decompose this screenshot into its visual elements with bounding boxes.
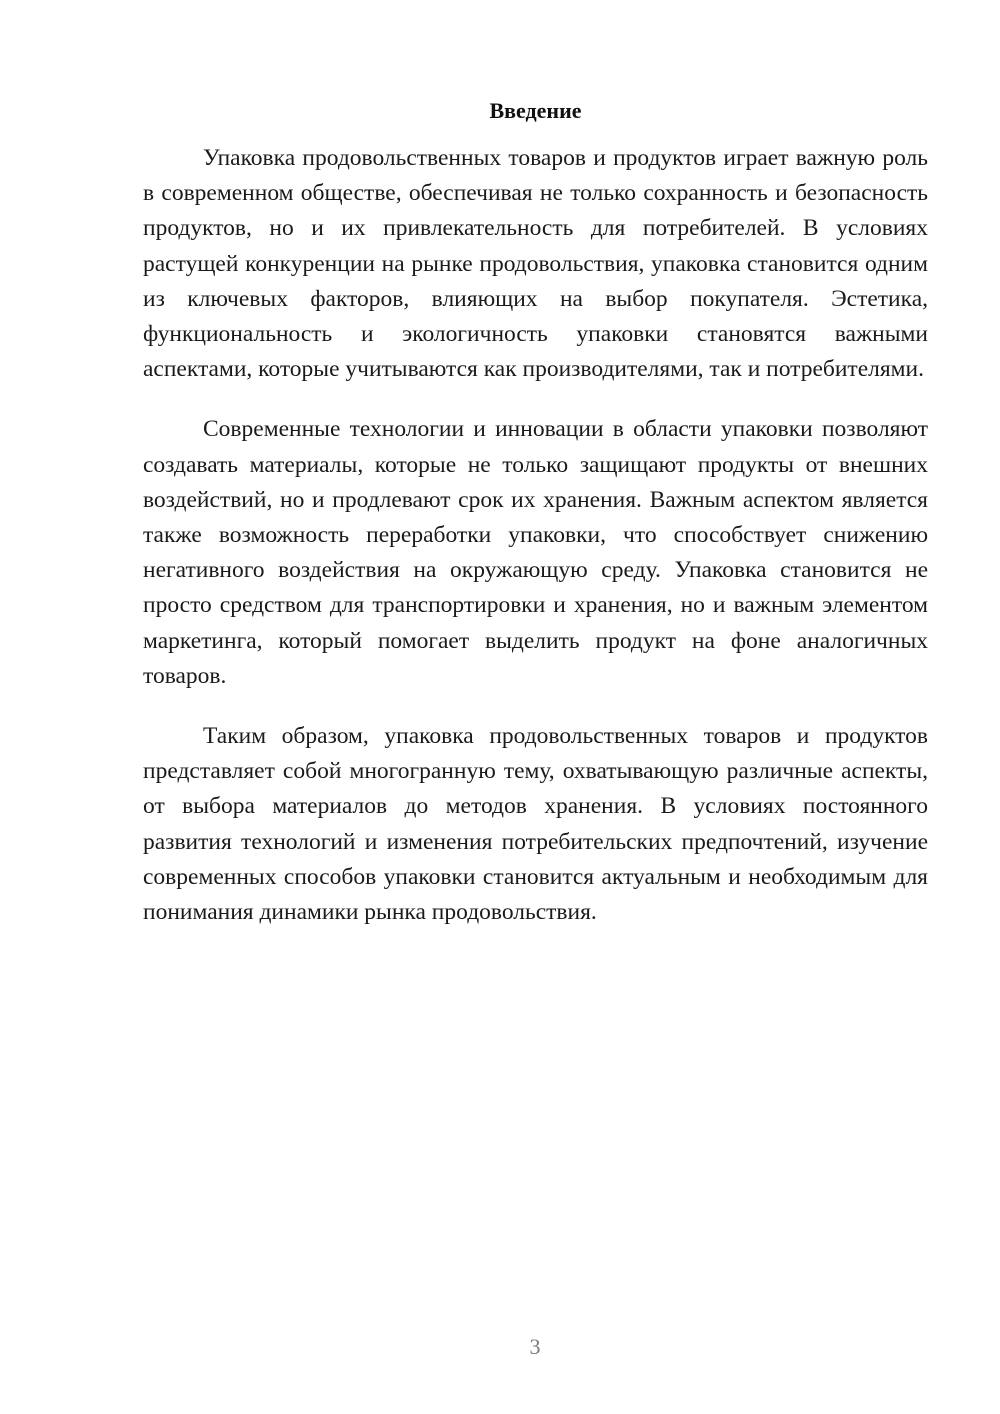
page-number: 3 <box>529 1334 541 1359</box>
section-heading: Введение <box>489 98 582 123</box>
paragraph-2: Современные технологии и инновации в области упаковки позволяют создавать материалы, которые не только защищают продукты от внешних воздействий, но и продлевают срок их хранения. Важным аспектом является также возможность переработки упаковки, что способствует снижению негативного воздействия на окружающую среду. Упаковка становится не просто средством для транспортировки и хранения, но и важным элементом маркетинга, который помогает выделить продукт на фоне аналогичных товаров. <box>143 416 928 689</box>
page-content <box>143 95 928 955</box>
paragraph-1: Упаковка продовольственных товаров и продуктов играет важную роль в современном обществе, обеспечивая не только сохранность и безопасность продуктов, но и их привлекательность для потребителей. В условиях растущей конкуренции на рынке продовольствия, упаковка становится одним из ключевых факторов, влияющих на выбор покупателя. Эстетика, функциональность и экологичность упаковки становятся важными аспектами, которые учитываются как производителями, так и потребителями. <box>143 145 928 383</box>
paragraph-3: Таким образом, упаковка продовольственных товаров и продуктов представляет собой многогранную тему, охватывающую различные аспекты, от выбора материалов до методов хранения. В условиях постоянного развития технологий и изменения потребительских предпочтений, изучение современных способов упаковки становится актуальным и необходимым для понимания динамики рынка продовольствия. <box>143 723 928 926</box>
